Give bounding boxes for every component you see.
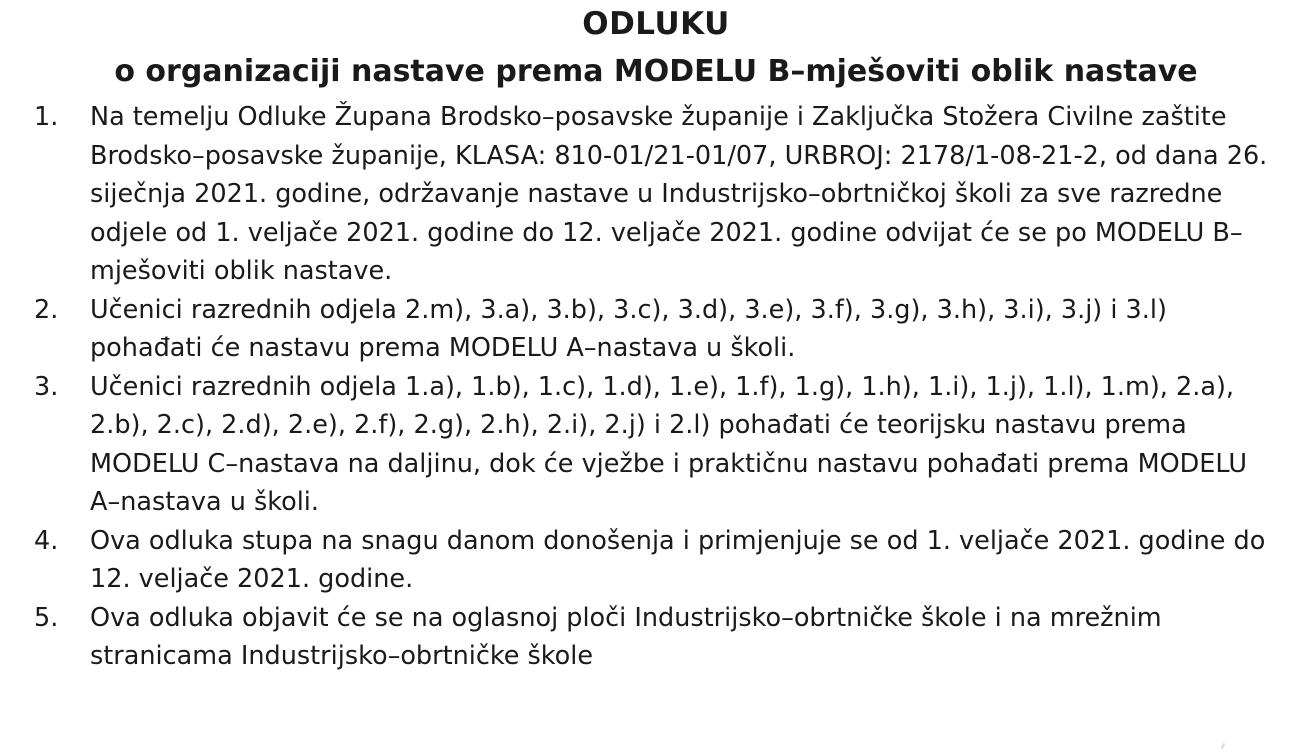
item-number: 5.: [34, 602, 59, 633]
document-subtitle: o organizaciji nastave prema MODELU B–mješoviti oblik nastave: [114, 54, 1198, 89]
list-item: [0, 599, 1312, 676]
item-text: Učenici razrednih odjela 2.m), 3.a), 3.b), 3.c), 3.d), 3.e), 3.f), 3.g), 3.h), 3.i), 3.j) i 3.l) pohađati će nastavu prema MODELU A–nastava u školi.: [90, 294, 1167, 363]
item-text: Ova odluka objavit će se na oglasnoj ploči Industrijsko–obrtničke škole i na mrežnim stranicama Industrijsko–obrtničke škole: [90, 602, 1162, 671]
item-text: Učenici razrednih odjela 1.a), 1.b), 1.c), 1.d), 1.e), 1.f), 1.g), 1.h), 1.i), 1.j), 1.l), 1.m), 2.a), 2.b), 2.c), 2.d), 2.e), 2.f), 2.g), 2.h), 2.i), 2.j) i 2.l) pohađati će teorijsku nastavu prema MODELU C–nastava na daljinu, dok će vježbe i praktičnu nastavu pohađati prema MODELU A–nastava u školi.: [90, 371, 1248, 517]
decision-list: [0, 98, 1312, 676]
item-number: 1.: [34, 102, 59, 132]
item-number: 2.: [34, 294, 59, 325]
list-item: [0, 98, 1312, 291]
item-number: 4.: [34, 525, 59, 556]
item-text: Na temelju Odluke Župana Brodsko–posavske županije i Zaključka Stožera Civilne zaštite Brodsko–posavske županije, KLASA: 810-01/21-01/07, URBROJ: 2178/1-08-21-2, od dana 26. siječnja 2021. godine, održavanje nastave u Industrijsko–obrtničkoj školi za sve razredne odjele od 1. veljače 2021. godine do 12. veljače 2021. godine odvijat će se po MODELU B–mješoviti oblik nastave.: [90, 102, 1268, 286]
list-item: [0, 522, 1312, 599]
item-text: Ova odluka stupa na snagu danom donošenja i primjenjuje se od 1. veljače 2021. godine do 12. veljače 2021. godine.: [90, 525, 1266, 594]
document-title: ODLUKU: [582, 6, 730, 42]
scan-artifact-mark: [1221, 743, 1226, 749]
item-number: 3.: [34, 371, 59, 402]
list-item: [0, 368, 1312, 522]
list-item: [0, 291, 1312, 368]
